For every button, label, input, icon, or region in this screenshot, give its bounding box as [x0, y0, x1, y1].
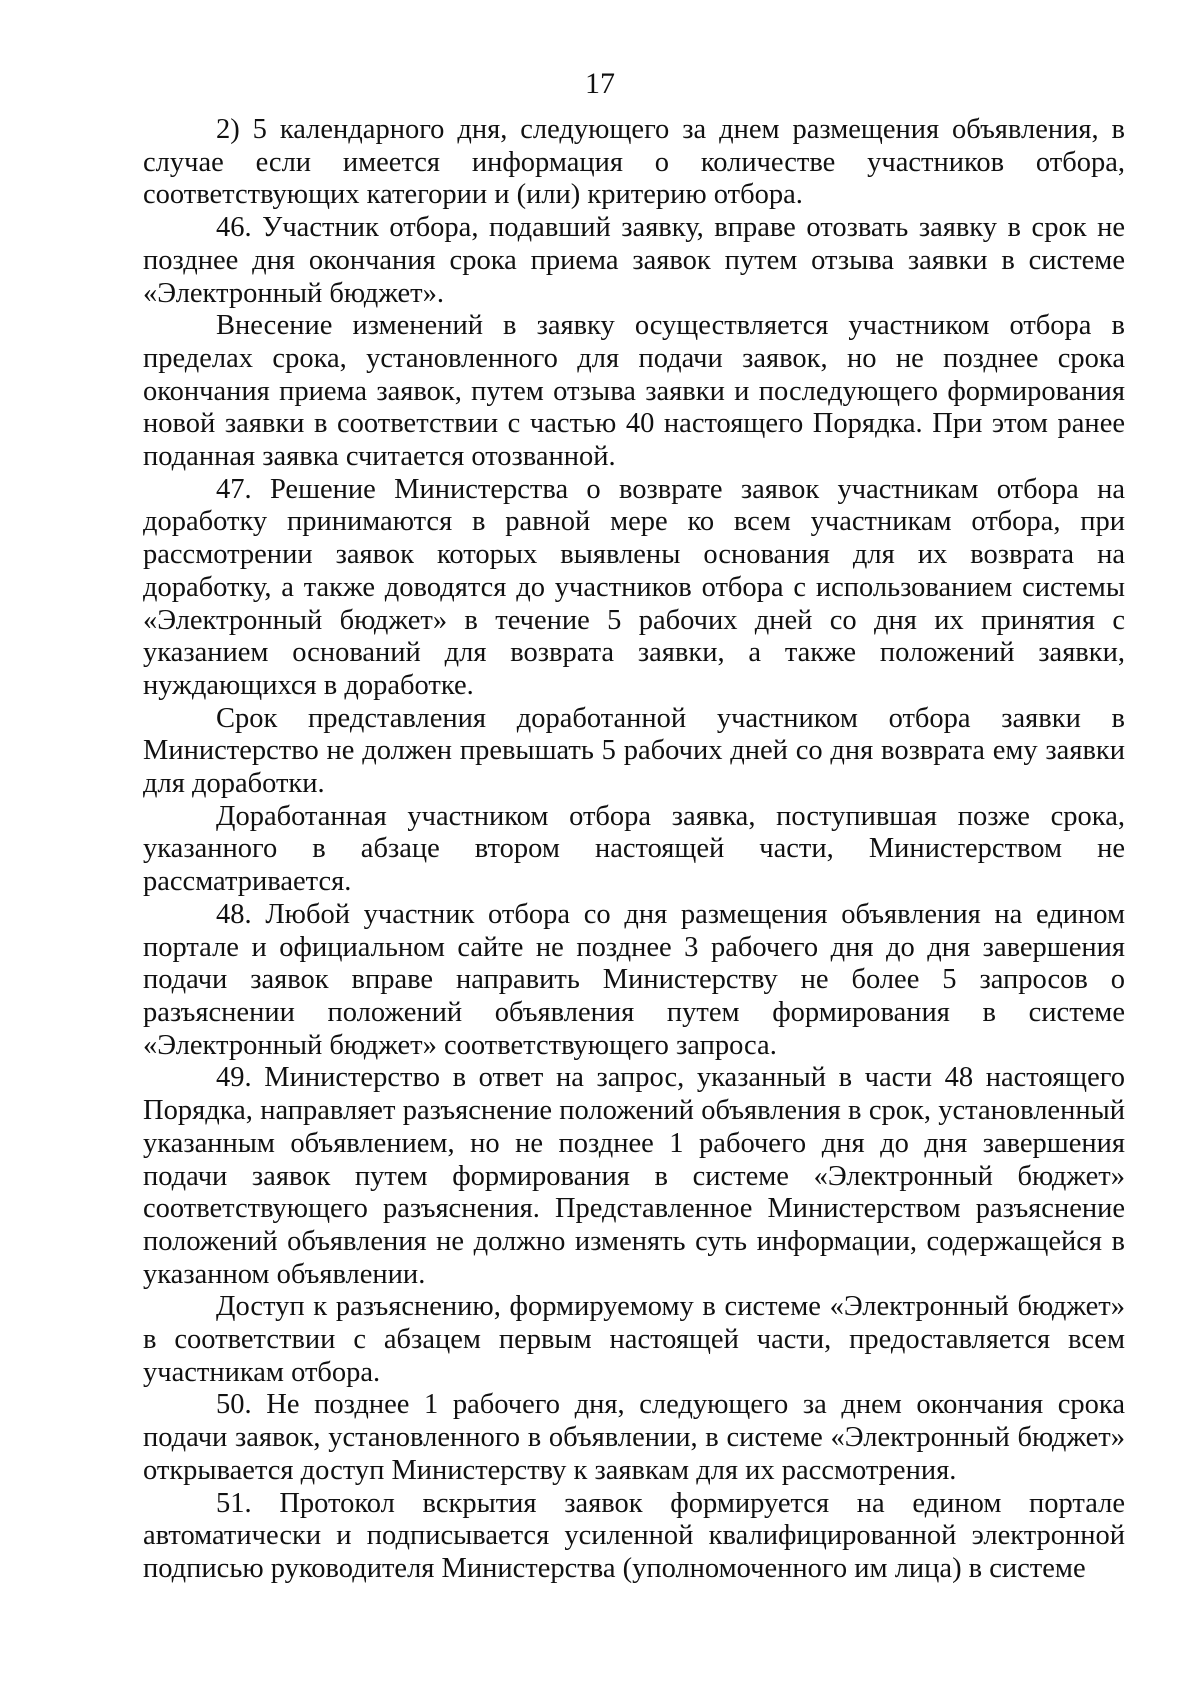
paragraph-47-deadline: Срок представления доработанной участником отбора заявки в Министерство не должен превышать 5 рабочих дней со дня возврата ему заявки для доработки. [143, 702, 1125, 800]
paragraph-46-changes: Внесение изменений в заявку осуществляется участником отбора в пределах срока, установленного для подачи заявок, но не позднее срока окончания приема заявок, путем отзыва заявки и последующего формирования новой заявки в соответствии с частью 40 настоящего Порядка. При этом ранее поданная заявка считается отозванной. [143, 310, 1125, 473]
paragraph-48: 48. Любой участник отбора со дня размещения объявления на едином портале и официальном сайте не позднее 3 рабочего дня до дня завершения подачи заявок вправе направить Министерству не более 5 запросов о разъяснении положений объявления путем формирования в системе «Электронный бюджет» соответствующего запроса. [143, 898, 1125, 1061]
paragraph-51: 51. Протокол вскрытия заявок формируется на едином портале автоматически и подписывается усиленной квалифицированной электронной подписью руководителя Министерства (уполномоченного им лица) в системе [143, 1487, 1125, 1584]
paragraph-item-2: 2) 5 календарного дня, следующего за днем размещения объявления, в случае если имеется информация о количестве участников отбора, соответствующих категории и (или) критерию отбора. [143, 114, 1125, 211]
document-body [143, 114, 1125, 1586]
paragraph-49: 49. Министерство в ответ на запрос, указанный в части 48 настоящего Порядка, направляет разъяснение положений объявления в срок, установленный указанным объявлением, но не позднее 1 рабочего дня до дня завершения подачи заявок путем формирования в системе «Электронный бюджет» соответствующего разъяснения. Представленное Министерством разъяснение положений объявления не должно изменять суть информации, содержащейся в указанном объявлении. [143, 1062, 1125, 1290]
paragraph-47-late: Доработанная участником отбора заявка, поступившая позже срока, указанного в абзаце втором настоящей части, Министерством не рассматривается. [143, 800, 1125, 898]
page-number: 17 [585, 67, 615, 100]
paragraph-50: 50. Не позднее 1 рабочего дня, следующего за днем окончания срока подачи заявок, установленного в объявлении, в системе «Электронный бюджет» открывается доступ Министерству к заявкам для их рассмотрения. [143, 1389, 1125, 1486]
paragraph-49-access: Доступ к разъяснению, формируемому в системе «Электронный бюджет» в соответствии с абзацем первым настоящей части, предоставляется всем участникам отбора. [143, 1291, 1125, 1388]
paragraph-47: 47. Решение Министерства о возврате заявок участникам отбора на доработку принимаются в равной мере ко всем участникам отбора, при рассмотрении заявок которых выявлены основания для их возврата на доработку, а также доводятся до участников отбора с использованием системы «Электронный бюджет» в течение 5 рабочих дней со дня их принятия с указанием оснований для возврата заявки, а также положений заявки, нуждающихся в доработке. [143, 473, 1125, 701]
paragraph-46: 46. Участник отбора, подавший заявку, вправе отозвать заявку в срок не позднее дня окончания срока приема заявок путем отзыва заявки в системе «Электронный бюджет». [143, 212, 1125, 309]
